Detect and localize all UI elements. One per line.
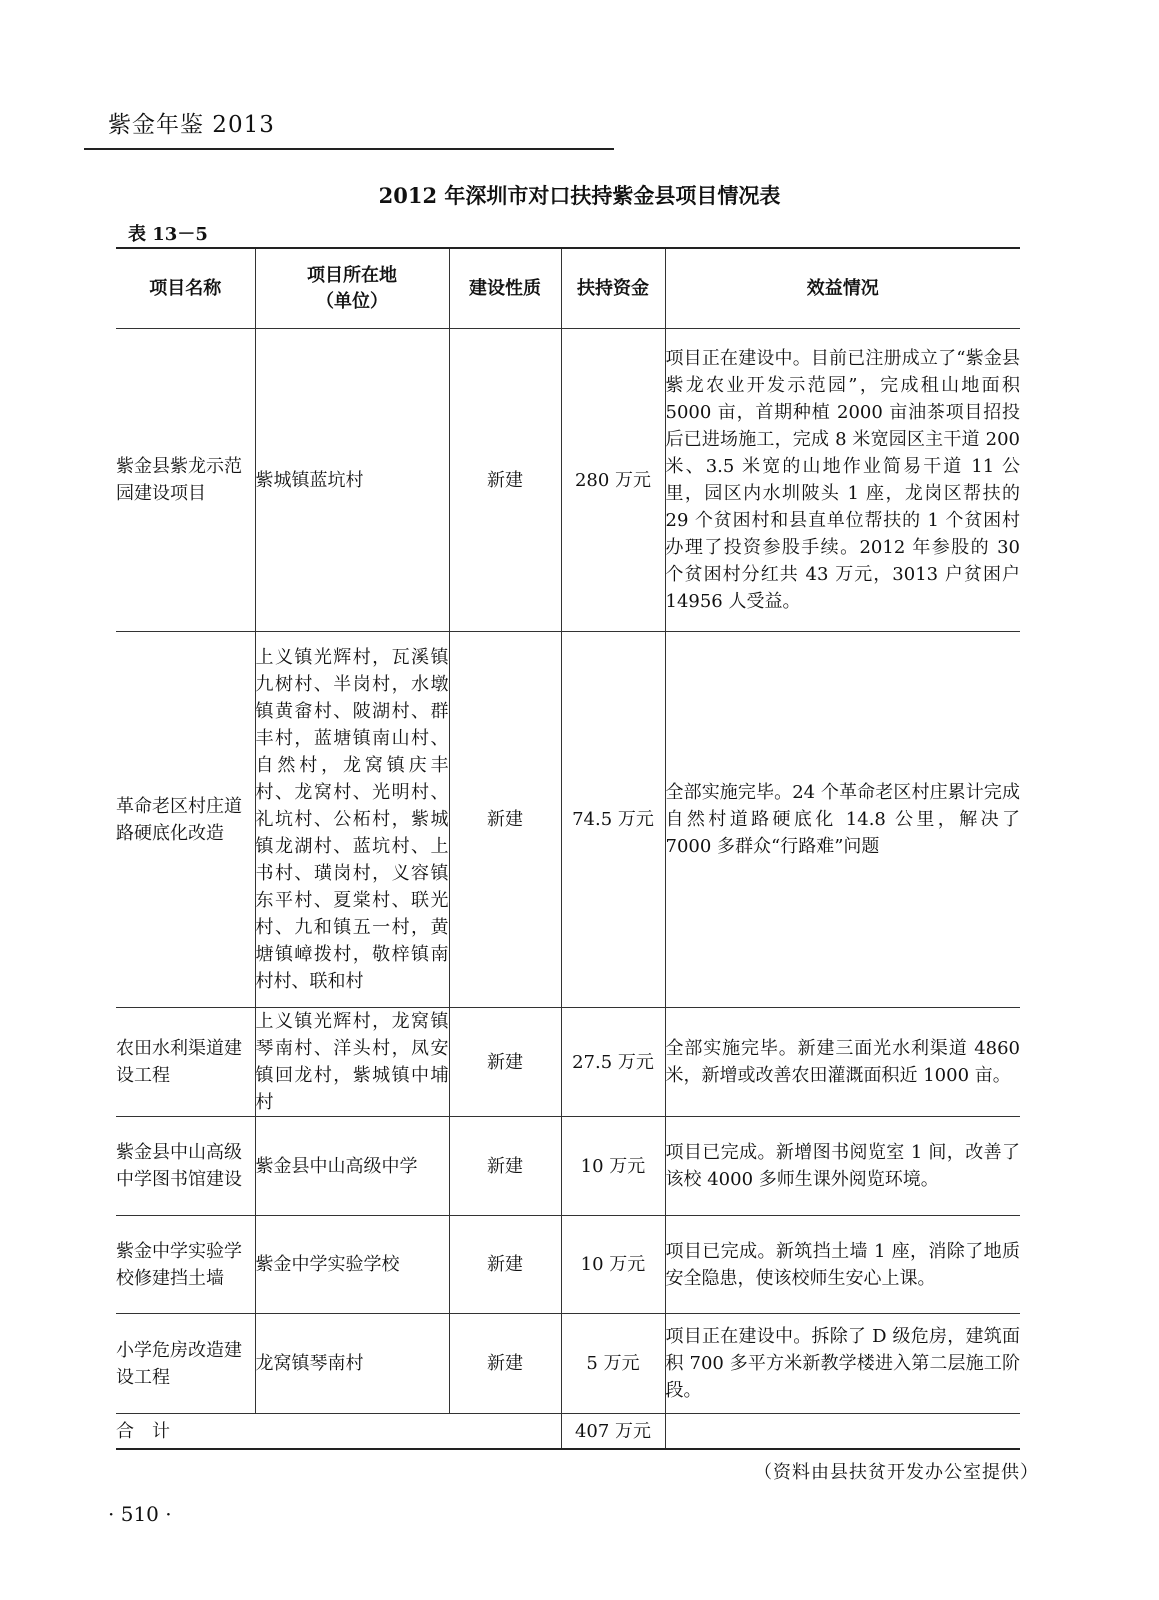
project-fund: 10 万元 bbox=[561, 1117, 665, 1216]
project-location: 龙窝镇琴南村 bbox=[255, 1314, 449, 1414]
total-row bbox=[116, 1414, 1020, 1450]
project-name: 小学危房改造建设工程 bbox=[116, 1314, 255, 1414]
table-row bbox=[116, 1314, 1020, 1414]
project-location: 紫金中学实验学校 bbox=[255, 1216, 449, 1314]
table-row bbox=[116, 632, 1020, 1008]
project-table bbox=[116, 247, 1020, 1450]
project-name: 紫金县中山高级中学图书馆建设 bbox=[116, 1117, 255, 1216]
project-name: 革命老区村庄道路硬底化改造 bbox=[116, 632, 255, 1008]
header-location bbox=[255, 248, 449, 329]
table-title: 2012 年深圳市对口扶持紫金县项目情况表 bbox=[378, 183, 781, 208]
header-location-line1: 项目所在地 bbox=[307, 264, 397, 286]
project-name: 紫金县紫龙示范园建设项目 bbox=[116, 329, 255, 632]
header-name: 项目名称 bbox=[116, 248, 255, 329]
table-row bbox=[116, 1216, 1020, 1314]
project-type: 新建 bbox=[449, 1008, 561, 1117]
header-effect: 效益情况 bbox=[665, 248, 1020, 329]
header-row bbox=[116, 248, 1020, 329]
table-row bbox=[116, 1117, 1020, 1216]
table-row bbox=[116, 329, 1020, 632]
header-fund: 扶持资金 bbox=[561, 248, 665, 329]
project-name: 紫金中学实验学校修建挡土墙 bbox=[116, 1216, 255, 1314]
project-location: 上义镇光辉村，龙窝镇琴南村、洋头村，凤安镇回龙村，紫城镇中埔村 bbox=[255, 1008, 449, 1117]
header-rule bbox=[84, 148, 614, 150]
project-effect: 项目正在建设中。目前已注册成立了“紫金县紫龙农业开发示范园”，完成租山地面积 5000 亩，首期种植 2000 亩油茶项目招投后已进场施工，完成 8 米宽园区主干道 200 米、3.5 米宽的山地作业简易干道 11 公里，园区内水圳陂头 1 座，龙岗区帮扶的 29 个贫困村和县直单位帮扶的 1 个贫困村办理了投资参股手续。2012 年参股的 30 个贫困村分红共 43 万元，3013 户贫困户 14956 人受益。 bbox=[665, 329, 1020, 632]
project-location: 上义镇光辉村，瓦溪镇九树村、半岗村，水墩镇黄畲村、陂湖村、群丰村，蓝塘镇南山村、自然村，龙窝镇庆丰村、龙窝村、光明村、礼坑村、公柘村，紫城镇龙湖村、蓝坑村、上书村、璜岗村，义容镇东平村、夏棠村、联光村、九和镇五一村，黄塘镇嶂拨村，敬梓镇南村村、联和村 bbox=[255, 632, 449, 1008]
project-type: 新建 bbox=[449, 329, 561, 632]
project-type: 新建 bbox=[449, 1314, 561, 1414]
project-type: 新建 bbox=[449, 1216, 561, 1314]
project-fund: 27.5 万元 bbox=[561, 1008, 665, 1117]
project-type: 新建 bbox=[449, 1117, 561, 1216]
source-note: （资料由县扶贫开发办公室提供） bbox=[754, 1462, 1039, 1483]
project-fund: 280 万元 bbox=[561, 329, 665, 632]
project-effect: 全部实施完毕。新建三面光水利渠道 4860 米，新增或改善农田灌溉面积近 1000 亩。 bbox=[665, 1008, 1020, 1117]
project-name: 农田水利渠道建设工程 bbox=[116, 1008, 255, 1117]
table-row bbox=[116, 1008, 1020, 1117]
project-effect: 项目已完成。新增图书阅览室 1 间，改善了该校 4000 多师生课外阅览环境。 bbox=[665, 1117, 1020, 1216]
project-effect: 项目已完成。新筑挡土墙 1 座，消除了地质安全隐患，使该校师生安心上课。 bbox=[665, 1216, 1020, 1314]
project-effect: 全部实施完毕。24 个革命老区村庄累计完成自然村道路硬底化 14.8 公里，解决了 7000 多群众“行路难”问题 bbox=[665, 632, 1020, 1008]
total-label: 合计 bbox=[116, 1414, 561, 1450]
page-number: · 510 · bbox=[108, 1502, 172, 1526]
header-location-line2: （单位） bbox=[316, 290, 388, 312]
project-effect: 项目正在建设中。拆除了 D 级危房，建筑面积 700 多平方米新教学楼进入第二层施工阶段。 bbox=[665, 1314, 1020, 1414]
project-fund: 5 万元 bbox=[561, 1314, 665, 1414]
header-type: 建设性质 bbox=[449, 248, 561, 329]
project-location: 紫城镇蓝坑村 bbox=[255, 329, 449, 632]
total-fund: 407 万元 bbox=[561, 1414, 665, 1450]
total-effect-empty bbox=[665, 1414, 1020, 1450]
table-number: 表 13－5 bbox=[128, 224, 208, 245]
project-fund: 74.5 万元 bbox=[561, 632, 665, 1008]
project-type: 新建 bbox=[449, 632, 561, 1008]
running-head: 紫金年鉴 2013 bbox=[108, 112, 275, 138]
project-location: 紫金县中山高级中学 bbox=[255, 1117, 449, 1216]
project-fund: 10 万元 bbox=[561, 1216, 665, 1314]
